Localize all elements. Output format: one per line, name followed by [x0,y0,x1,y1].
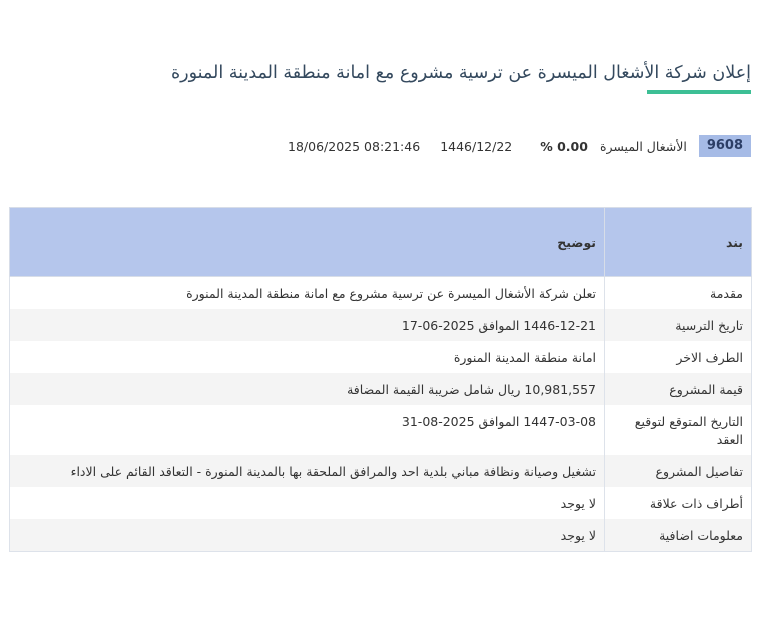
row-value: امانة منطقة المدينة المنورة [10,341,605,373]
row-key: التاريخ المتوقع لتوقيع العقد [605,405,752,455]
row-value: 1447-03-08 الموافق 2025-08-31 [10,405,605,455]
table-row [10,277,752,310]
table-row [10,341,752,373]
hijri-date: 1446/12/22 [440,138,513,154]
row-value: 10,981,557 ريال شامل ضريبة القيمة المضافة [10,373,605,405]
header-item: بند [605,208,752,277]
row-key: الطرف الاخر [605,341,752,373]
table-row [10,455,752,487]
table-header-row [10,208,752,277]
row-key: قيمة المشروع [605,373,752,405]
row-key: مقدمة [605,277,752,310]
row-value: لا يوجد [10,519,605,552]
header-description: توضيح [10,208,605,277]
announcement-details-table [9,207,752,552]
title-underline [647,90,751,94]
row-key: تاريخ الترسية [605,309,752,341]
row-value: لا يوجد [10,487,605,519]
gregorian-datetime: 18/06/2025 08:21:46 [288,138,421,154]
stock-info-bar [288,134,751,158]
table-row [10,405,752,455]
table-row [10,519,752,552]
table-row [10,309,752,341]
row-value: 1446-12-21 الموافق 2025-06-17 [10,309,605,341]
row-key: تفاصيل المشروع [605,455,752,487]
table-row [10,373,752,405]
announcement-title: إعلان شركة الأشغال الميسرة عن ترسية مشروع مع امانة منطقة المدينة المنورة [170,63,751,83]
symbol-badge[interactable]: 9608 [699,135,751,157]
table-row [10,487,752,519]
price-change: % 0.00 [540,138,588,154]
company-name[interactable]: الأشغال الميسرة [599,138,687,154]
row-value: تشغيل وصيانة ونظافة مباني بلدية احد والمرافق الملحقة بها بالمدينة المنورة - التعاقد القائم على الاداء [10,455,605,487]
row-key: معلومات اضافية [605,519,752,552]
row-value: تعلن شركة الأشغال الميسرة عن ترسية مشروع مع امانة منطقة المدينة المنورة [10,277,605,310]
row-key: أطراف ذات علاقة [605,487,752,519]
